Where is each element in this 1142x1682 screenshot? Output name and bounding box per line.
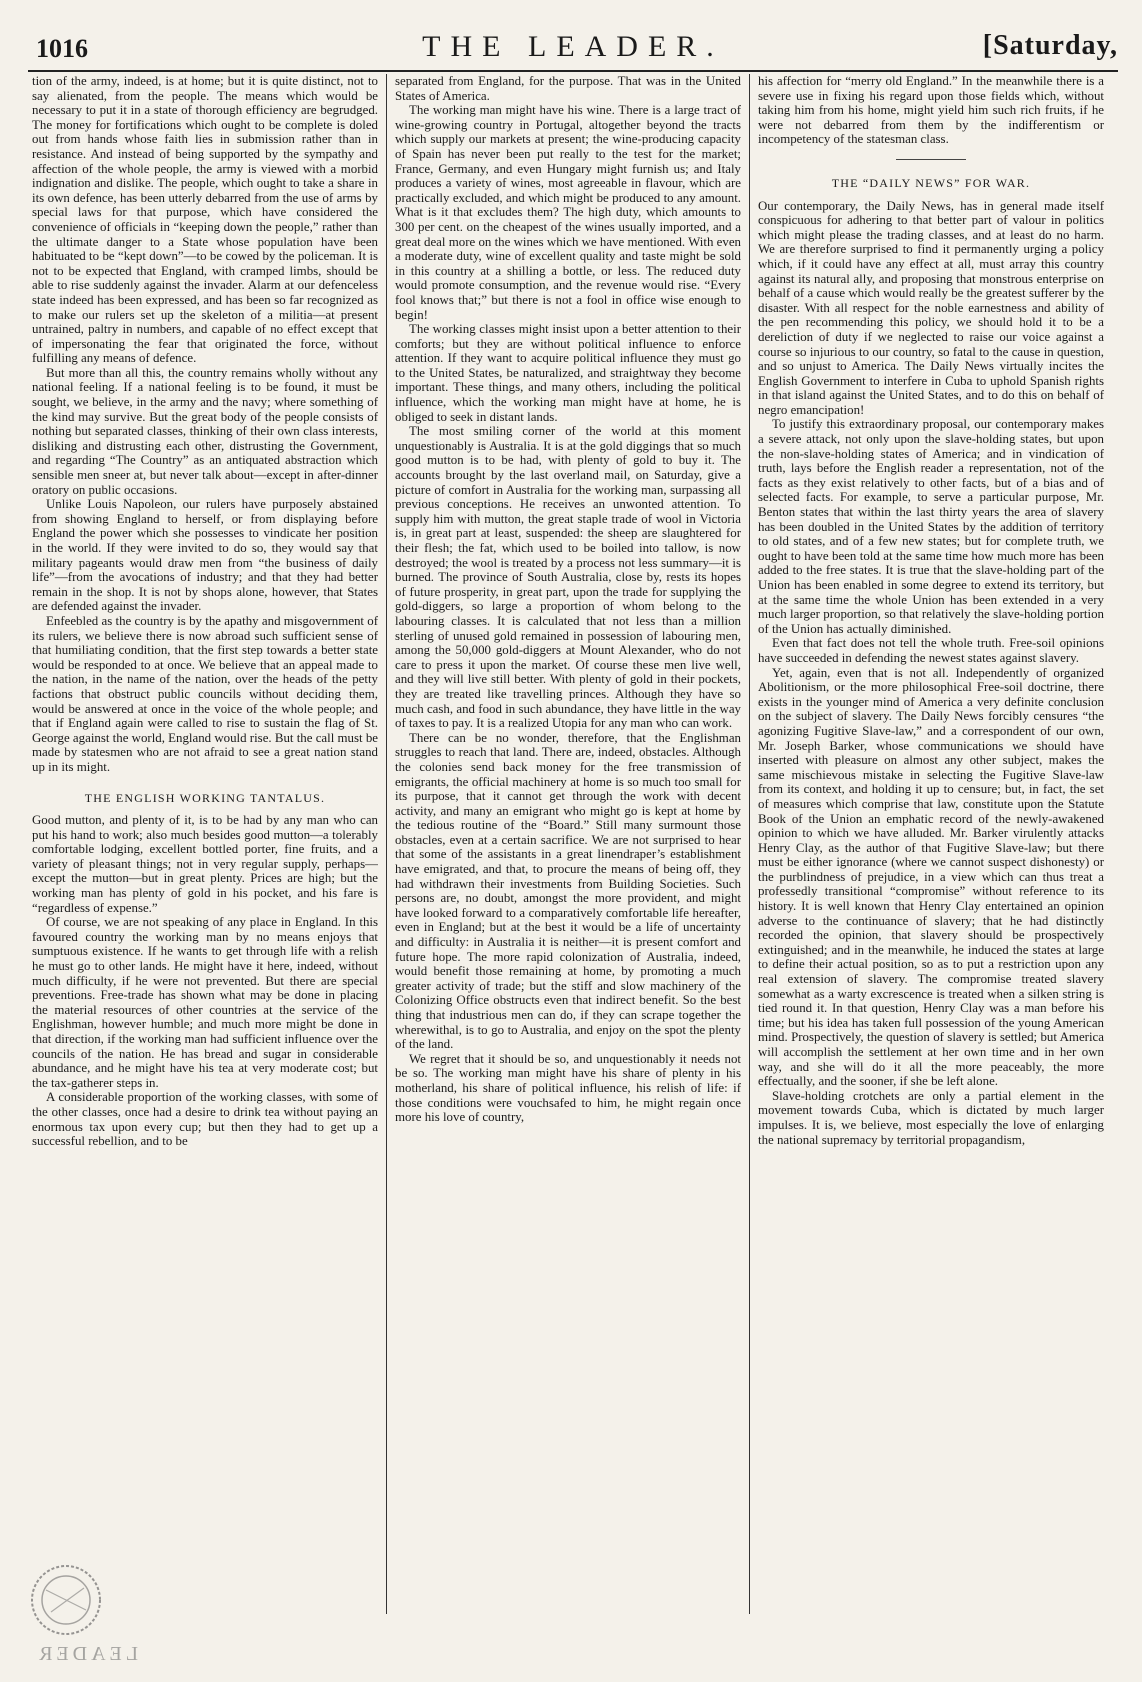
paragraph: The working classes might insist upon a better attention to their comforts; but they are without political influence to enforce attention. If they want to acquire political influence they must go to the United States, be naturalized, and straightway they become important. These things, and many others, including the political influence, which the working man might have at home, he is obliged to seek in distant lands. [395, 322, 741, 424]
article-heading-tantalus: THE ENGLISH WORKING TANTALUS. [84, 790, 326, 805]
paragraph: The most smiling corner of the world at this moment unquestionably is Australia. It is at the gold diggings that so much good mutton is to be had, with plenty of gold to buy it. The accounts brought by the last overland mail, on Saturday, give a picture of comfort in Australia for the working man, surpassing all previous conceptions. He receives an unwonted attention. To supply him with mutton, the great staple trade of wool in Victoria is, in great part at least, suspended: the sheep are slaughtered for their flesh; the fat, which used to be boiled into tallow, is now destroyed; the wool is treated by a process not less summary—it is burned. The province of South Australia, close by, rests its hopes of future prosperity, in great part, upon the trade for supplying the gold-diggers, so large a proportion of whom belong to the labouring classes. It is calculated that not less than a million sterling of unused gold remained in possession of labouring men, among the 50,000 gold-diggers at Mount Alexander, who do not care to press it upon the market. Of course these men live well, and they will live still better. With plenty of gold in their pockets, they are treated like travelling princes. Although they have so much cash, and food in such abundance, they have little in the way of taxes to pay. It is a realized Utopia for any man who can work. [395, 424, 741, 731]
svg-text:LEADER: LEADER [35, 1643, 138, 1665]
paragraph: But more than all this, the country remains wholly without any national feeling. If a national feeling is to be found, it must be sought, we believe, in the army and the navy; where something of the kind may survive. But the great body of the people consists of nothing but separated classes, thinking of their own class interests, disliking and distrusting each other, distrusting the Government, and regarding “The Country” as an antiquated abstraction which sensible men sneer at, but never talk about—except in after-dinner oratory on public occasions. [32, 365, 378, 497]
masthead [28, 28, 1118, 72]
paragraph: his affection for “merry old England.” In the meanwhile there is a severe use in fixing his regard upon those fields which, without taking him from his home, might yield him such rich fruits, if he were not debarred from them by the indifferentism or incompetency of the statesman class. [758, 74, 1104, 147]
article-heading-daily-news: THE “DAILY NEWS” FOR WAR. [831, 175, 1031, 190]
paragraph: Enfeebled as the country is by the apathy and misgovernment of its rulers, we believe there is now abroad such sufficient sense of that humiliating condition, that the first step towards a better state would be responded to at once. We believe that an appeal made to the nation, in the name of the nation, over the heads of the petty factions that obstruct public councils without deciding them, would be answered at once in the voice of the whole people; and that if England again were called to rise to sustain the flag of St. George against the world, England would rise. But the call must be made by statesmen who are not afraid to see a great nation stand up in its might. [32, 613, 378, 774]
paragraph: A considerable proportion of the working classes, with some of the other classes, once had a desire to drink tea without paying an enormous tax upon every cup; but then they had to get up a successful rebellion, and to be [32, 1090, 378, 1149]
section-divider [896, 159, 966, 160]
paragraph: Good mutton, and plenty of it, is to be had by any man who can put his hand to work; also much besides good mutton—a tolerably comfortable lodging, excellent bottled porter, fine fruits, and a variety of pleasant things; not in very regular supply, perhaps—except the mutton—but in great plenty. Prices are high; but the working man has plenty of gold in his pocket, and his fare is “regardless of expense.” [32, 813, 378, 915]
column-rule-2 [749, 74, 750, 1614]
column-1 [32, 74, 378, 1614]
library-stamp-icon [6, 1560, 166, 1670]
page-number: 1016 [36, 34, 88, 63]
paragraph: Yet, again, even that is not all. Independently of organized Abolitionism, or the more philosophical Free-soil doctrine, there exists in the younger mind of America a very definite conclusion on the subject of slavery. The Daily News forcibly censures “the agonizing Fugitive Slave-law,” and a correspondent of our own, Mr. Joseph Barker, whose communications we should have inserted with pleasure on almost any other subject, makes the same mischievous mistake in selecting the Fugitive Slave-law from its context, and holding it up to censure; but, in fact, the set of measures which comprise that law, constitute upon the Statute Book of the Union an emphatic record of the newly-awakened opinion to which we have alluded. Mr. Barker virulently attacks Henry Clay, as the author of that Fugitive Slave-law; but there must be either ignorance (where we cannot suspect dishonesty) or the purblindness of prejudice, in a view which can thus treat a professedly transitional “compromise” without reference to its history. It is well known that Henry Clay entertained an opinion adverse to the continuance of slavery; that he had distinctly recorded the opinion, that slavery should be prospectively extinguished; and in the meanwhile, he induced the states at large to define their actual position, so as to put a restriction upon any real extension of slavery. The compromise treated slavery somewhat as a warty excrescence is treated when a silken string is tied round it. In that question, Henry Clay was a man before his time; but his idea has taken full possession of the young American mind. Prospectively, the question of slavery is settled; but America will accomplish the settlement at her own time and in her own way, and she will do it all the more peaceably, the more effectually, and the sooner, if she be left alone. [758, 665, 1104, 1089]
newspaper-title: THE LEADER. [422, 30, 724, 63]
issue-day: [Saturday, [982, 30, 1118, 61]
column-2 [395, 74, 741, 1614]
paragraph: There can be no wonder, therefore, that the Englishman struggles to reach that land. There are, indeed, obstacles. Although the colonies send back money for the free transmission of emigrants, the official machinery at home is so much too small for its purpose, that it cannot get through the work with decent activity, and many an emigrant who might go is kept at home by the tedious routine of the “Board.” Still many surmount those obstacles, even at a certain sacrifice. We are not surprised to hear that some of the assistants in a great linendraper’s establishment have emigrated, and that, to procure the means of being off, they had withdrawn their investments from Building Societies. Such persons are, no doubt, amongst the more provident, and might have looked forward to a comparatively comfortable life hereafter, even in England; but at the best it would be a life of uncertainty and difficulty: in Australia it is neither—it is present comfort and future hope. The more rapid colonization of Australia, indeed, would benefit those remaining at home, by promoting a much greater activity of trade; but the stiff and slow machinery of the Colonizing Office obstructs even that indirect benefit. So the best thing that industrious men can do, if they can scrape together the wherewithal, is to go to Australia, and enjoy on the spot the plenty of the land. [395, 730, 741, 1052]
paragraph: To justify this extraordinary proposal, our contemporary makes a severe attack, not only upon the slave-holding states, but upon the non-slave-holding states of America; and in vindication of truth, lays before the English reader a representation, not of the facts as they exist relatively to other facts, but of a bias and of selected facts. For example, to serve a particular purpose, Mr. Benton states that within the last thirty years the area of slavery has been doubled in the United States by the addition of territory to old states, and of a few new states; but for complete truth, we ought to have been told at the same time how much more has been added to the free states. It is true that the slave-holding part of the Union has been enabled in some degree to extend its territory, but at the same time the whole Union has been extended in a very much larger proportion, so that relatively the slave-holding portion of the Union has actually diminished. [758, 417, 1104, 636]
paragraph: separated from England, for the purpose. That was in the United States of America. [395, 74, 741, 103]
paragraph: Unlike Louis Napoleon, our rulers have purposely abstained from showing England to herself, or from displaying before England the power which she possesses to vindicate her position in the world. If they were invited to do so, they would say that military pageants would draw men from “the business of daily life”—from the avocations of industry; and that they had better remain in the shop. It is not by shops alone, however, that States are defended against the invader. [32, 497, 378, 614]
paragraph: We regret that it should be so, and unquestionably it needs not be so. The working man might have his share of plenty in his motherland, his share of political influence, his relish of life: if those conditions were vouchsafed to him, he might regain once more his love of country, [395, 1051, 741, 1125]
paragraph: Of course, we are not speaking of any place in England. In this favoured country the working man by no means enjoys that sumptuous existence. If he wants to get through life with a relish he must go to other lands. He might have it here, indeed, without much difficulty, if he were not prevented. But there are special preventions. Free-trade has shown what may be done in placing the material resources of other countries at the service of the Englishman, however humble; and much more might be done in that direction, if the working man had sufficient influence over the councils of the nation. He has bread and sugar in considerable abundance, and he might have his tea at very moderate cost; but the tax-gatherer steps in. [32, 915, 378, 1090]
paragraph: tion of the army, indeed, is at home; but it is quite distinct, not to say alienated, from the people. The means which would be necessary to put it in a state of thorough efficiency are begrudged. The money for fortifications which ought to be complete is doled out from hands whose faith lies in submission rather than in resistance. And instead of being supported by the sympathy and affection of the whole people, the army is viewed with a morbid indignation and dislike. The people, which ought to take a share in its own defence, has been utterly debarred from the use of arms by special laws for that purpose, which have considered the convenience of officials in “keeping down the people,” rather than the ultimate danger to a State whose population have been habituated to be “kept down”—to be cowed by the policeman. It is not to be expected that England, with cramped limbs, should be able to rise suddenly against the invader. Alarm at our defenceless state indeed has been expressed, and has been so far recognized as to make our rulers set up the skeleton of a militia—at present untrained, paltry in numbers, and capable of no effect except that of impersonating the fear that originated the force, without fulfilling any means of defence. [32, 74, 378, 366]
paragraph: Even that fact does not tell the whole truth. Free-soil opinions have succeeded in defending the newest states against slavery. [758, 636, 1104, 665]
column-rule-1 [386, 74, 387, 1614]
paragraph: Our contemporary, the Daily News, has in general made itself conspicuous for adhering to that better part of valour in politics which might please the trading classes, and at least do no harm. We are therefore surprised to find it permanently urging a policy which, if it could have any effect at all, must array this country against its natural ally, and proposing that monstrous enterprise on behalf of a cause which would really be the greatest sufferer by the disaster. With all respect for the noble earnestness and ability of the pen recommending this policy, we should hold it to be a dereliction of duty if we neglected to raise our voice against a course so injurious to our country, so fatal to the cause in question, and so unjust to America. The Daily News virtually incites the English Government to interfere in Cuba to uphold Spanish rights in that island against the United States, and to do this on behalf of negro emancipation! [758, 198, 1104, 417]
paragraph: The working man might have his wine. There is a large tract of wine-growing country in Portugal, altogether beyond the tracts which supply our markets at present; the wine-producing capacity of Spain has never been put really to the test for the market; France, Germany, and even Hungary might furnish us; and Italy produces a variety of wines, most agreeable in flavour, which are practically excluded, and which might be produced to any amount. What is it that excludes them? The high duty, which amounts to 300 per cent. on the cheapest of the wines usually imported, and a great deal more on the wines which we have mentioned. With even a moderate duty, wine of excellent quality and taste might be sold in this country at a shilling a bottle, or less. The reduced duty would promote consumption, and the revenue would rise. “Every fool knows that;” but there is not a fool in office wise enough to begin! [395, 103, 741, 322]
paragraph: Slave-holding crotchets are only a partial element in the movement towards Cuba, which is dictated by much larger impulses. It is, we believe, most especially the love of enlarging the national supremacy by territorial propagandism, [758, 1088, 1104, 1147]
column-3 [758, 74, 1104, 1614]
